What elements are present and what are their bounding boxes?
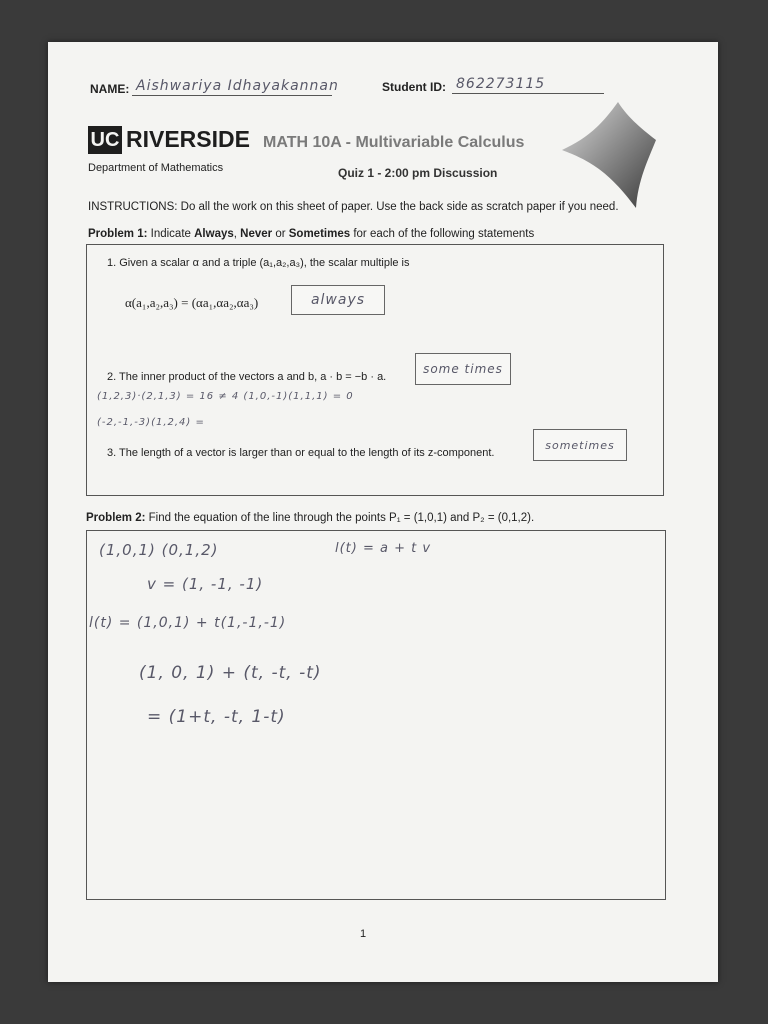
problem1-or: or: [275, 228, 286, 240]
name-line: [132, 95, 332, 96]
problem1-item2-work-line1: (1,2,3)·(2,1,3) = 16 ≠ 4 (1,0,-1)(1,1,1) = 0: [97, 391, 354, 402]
department-name: Department of Mathematics: [88, 162, 224, 174]
problem1-item1-formula: α(a₁,a₂,a₃) = (αa₁,αa₂,αa₃): [125, 295, 259, 310]
problem1-heading: Problem 1: Indicate Always, Never or Sometimes for each of the following statements: [88, 228, 535, 240]
problem1-prompt-post: for each of the following statements: [353, 228, 535, 240]
problem1-item1-answer-box[interactable]: [291, 285, 385, 315]
problem1-item1-answer: always: [310, 292, 366, 308]
problem2-label: Problem 2:: [86, 512, 146, 524]
problem1-item2-answer-box[interactable]: [415, 353, 511, 385]
name-label: NAME:: [90, 82, 130, 96]
problem1-item3-answer-box[interactable]: [533, 429, 627, 461]
problem1-sometimes: Sometimes: [288, 228, 351, 240]
problem2-work-points: (1,0,1) (0,1,2): [99, 541, 219, 559]
problem1-item1-text: 1. Given a scalar α and a triple (a₁,a₂,a₃), the scalar multiple is: [107, 257, 410, 269]
student-id-value: 862273115: [456, 76, 546, 92]
problem2-work-direction: v = (1, -1, -1): [147, 575, 264, 593]
problem1-never: Never: [240, 228, 273, 240]
problem1-item3-answer: sometimes: [545, 438, 615, 452]
problem1-item3-text: 3. The length of a vector is larger than or equal to the length of its z-component.: [107, 447, 495, 459]
uc-logo-text: UC: [90, 128, 120, 151]
page-number: 1: [360, 928, 367, 940]
quiz-sheet: [48, 42, 718, 982]
course-title: MATH 10A - Multivariable Calculus: [263, 134, 525, 151]
problem2-work-expand: (1, 0, 1) + (t, -t, -t): [139, 663, 322, 683]
problem2-work-param: l(t) = (1,0,1) + t(1,-1,-1): [89, 615, 287, 631]
uc-logo: [88, 126, 122, 154]
problem1-box: [86, 244, 664, 496]
problem2-work-result: = (1+t, -t, 1-t): [147, 707, 286, 727]
problem1-item2-work-line2: (-2,-1,-3)(1,2,4) =: [97, 417, 205, 428]
problem1-label: Problem 1:: [88, 228, 148, 240]
instructions: INSTRUCTIONS: Do all the work on this sheet of paper. Use the back side as scratch paper if you need.: [88, 201, 619, 213]
problem2-work-line-form: l(t) = a + t v: [335, 541, 432, 556]
problem1-item2-text: 2. The inner product of the vectors a and b, a · b = −b · a.: [107, 371, 387, 383]
problem2-heading: [86, 512, 534, 524]
problem2-prompt: Find the equation of the line through the points P₁ = (1,0,1) and P₂ = (0,1,2).: [148, 512, 535, 524]
name-value: Aishwariya Idhayakannan: [136, 78, 339, 94]
problem2-box: [86, 530, 666, 900]
saddle-surface-graphic: [558, 100, 658, 210]
riverside-wordmark: RIVERSIDE: [126, 126, 250, 152]
problem1-item2-answer: some times: [423, 362, 503, 376]
problem1-always: Always: [194, 228, 234, 240]
student-id-line: [452, 93, 604, 94]
problem1-prompt-pre: Indicate: [150, 228, 191, 240]
quiz-title: Quiz 1 - 2:00 pm Discussion: [338, 166, 498, 180]
student-id-label: Student ID:: [382, 80, 446, 94]
